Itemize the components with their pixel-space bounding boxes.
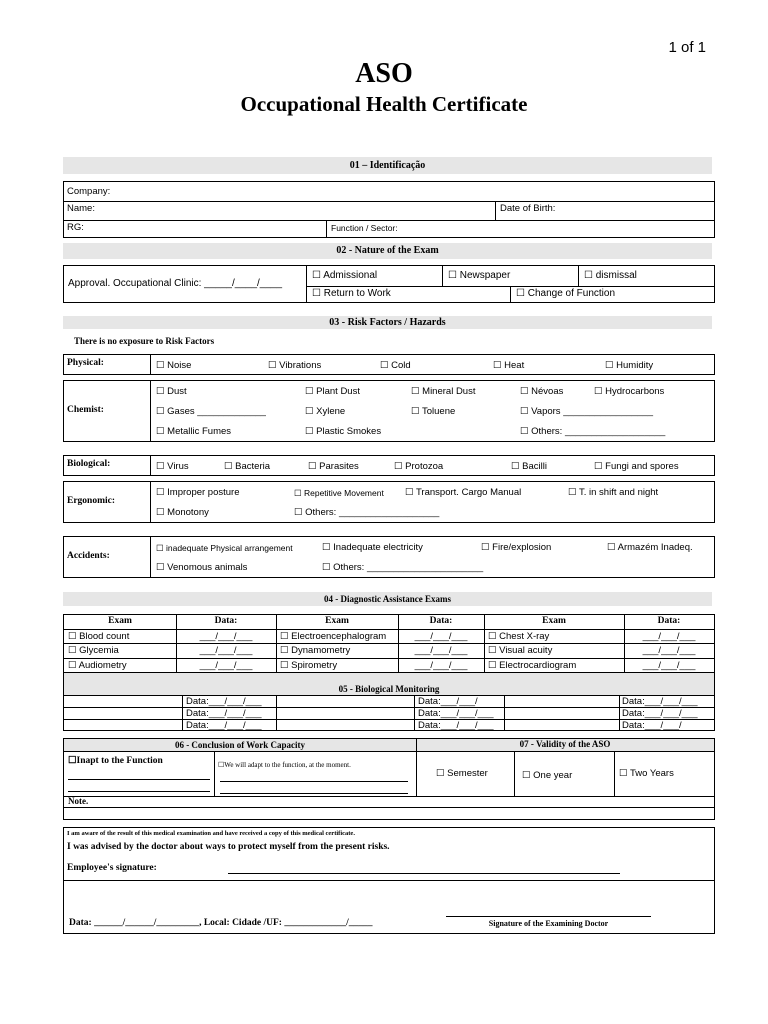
bio-date-field[interactable]: Data:___/___/ xyxy=(622,720,682,731)
exam-chest-xray-checkbox[interactable]: ☐ Chest X-ray xyxy=(488,631,550,642)
no-exposure-label: There is no exposure to Risk Factors xyxy=(74,336,215,346)
nevoas-checkbox[interactable]: ☐ Névoas xyxy=(520,386,564,397)
exams-header-date-2: Data: xyxy=(429,616,453,626)
employee-signature-line[interactable] xyxy=(228,873,620,874)
newspaper-checkbox[interactable]: ☐ Newspaper xyxy=(448,270,511,281)
change-of-function-checkbox[interactable]: ☐ Change of Function xyxy=(516,288,616,299)
section-01-header: 01 – Identificação xyxy=(63,157,712,174)
hydrocarbons-checkbox[interactable]: ☐ Hydrocarbons xyxy=(594,386,665,397)
toluene-checkbox[interactable]: ☐ Toluene xyxy=(411,406,456,417)
physical-arrangement-checkbox[interactable]: ☐ inadequate Physical arrangement xyxy=(156,543,293,553)
exam-date-field[interactable]: ___/___/___ xyxy=(642,631,696,642)
date-local-field[interactable]: Data: ______/______/_________, Local: Cidade /UF: _____________/_____ xyxy=(69,918,373,928)
exam-spirometry-checkbox[interactable]: ☐ Spirometry xyxy=(280,660,338,671)
section-02-header: 02 - Nature of the Exam xyxy=(63,243,712,259)
monotony-checkbox[interactable]: ☐ Monotony xyxy=(156,507,209,518)
document-subtitle: Occupational Health Certificate xyxy=(240,92,528,116)
exams-header-exam-2: Exam xyxy=(325,616,349,626)
conclusion-validity-box xyxy=(63,738,715,820)
exams-header-exam-3: Exam xyxy=(542,616,566,626)
bio-date-field[interactable]: Data:___/___/___ xyxy=(418,708,494,719)
exam-ecg-checkbox[interactable]: ☐ Electrocardiogram xyxy=(488,660,577,671)
ergonomic-row xyxy=(63,481,715,523)
exam-date-field[interactable]: ___/___/___ xyxy=(199,631,253,642)
section-04-header: 04 - Diagnostic Assistance Exams xyxy=(63,592,712,606)
cold-checkbox[interactable]: ☐ Cold xyxy=(380,360,411,371)
chemist-others-checkbox[interactable]: ☐ Others: ___________________ xyxy=(520,426,666,437)
transport-cargo-checkbox[interactable]: ☐ Transport. Cargo Manual xyxy=(405,487,522,498)
fire-explosion-checkbox[interactable]: ☐ Fire/explosion xyxy=(481,542,552,553)
declaration-box xyxy=(63,827,715,934)
bio-monitoring-table xyxy=(63,672,715,731)
bio-date-field[interactable]: Data:___/___/___ xyxy=(186,696,262,707)
exam-date-field[interactable]: ___/___/___ xyxy=(199,645,253,656)
page-counter: 1 of 1 xyxy=(668,39,706,56)
ergonomic-label: Ergonomic: xyxy=(67,496,116,506)
exam-visual-acuity-checkbox[interactable]: ☐ Visual acuity xyxy=(488,645,553,656)
fungi-checkbox[interactable]: ☐ Fungi and spores xyxy=(594,461,679,472)
dismissal-checkbox[interactable]: ☐ dismissal xyxy=(584,270,637,281)
section-05-header: 05 - Biological Monitoring xyxy=(338,684,440,694)
bio-date-field[interactable]: Data:___/___/___ xyxy=(186,720,262,731)
exam-date-field[interactable]: ___/___/___ xyxy=(642,645,696,656)
section-06-header: 06 - Conclusion of Work Capacity xyxy=(174,740,306,750)
vapors-checkbox[interactable]: ☐ Vapors _________________ xyxy=(520,406,654,417)
exam-audiometry-checkbox[interactable]: ☐ Audiometry xyxy=(68,660,127,671)
admissional-checkbox[interactable]: ☐ Admissional xyxy=(312,270,378,281)
chemist-label: Chemist: xyxy=(67,405,104,415)
exam-date-field[interactable]: ___/___/___ xyxy=(642,660,696,671)
venomous-animals-checkbox[interactable]: ☐ Venomous animals xyxy=(156,562,248,573)
aware-statement: I am aware of the result of this medical examination and have received a copy of this medical certificate. xyxy=(67,830,355,837)
employee-signature-label: Employee's signature: xyxy=(67,863,157,873)
approval-clinic-field[interactable]: Approval. Occupational Clinic: _____/____/____ xyxy=(68,278,283,289)
adapt-checkbox[interactable]: ☐We will adapt to the function, at the moment. xyxy=(218,761,351,769)
accidents-label: Accidents: xyxy=(67,551,110,561)
exam-date-field[interactable]: ___/___/___ xyxy=(414,645,468,656)
noise-checkbox[interactable]: ☐ Noise xyxy=(156,360,192,371)
name-field[interactable]: Name: xyxy=(67,203,95,214)
xylene-checkbox[interactable]: ☐ Xylene xyxy=(305,406,346,417)
exam-date-field[interactable]: ___/___/___ xyxy=(199,660,253,671)
exam-date-field[interactable]: ___/___/___ xyxy=(414,660,468,671)
exams-header-exam-1: Exam xyxy=(108,616,132,626)
two-years-checkbox[interactable]: ☐ Two Years xyxy=(619,768,674,779)
gases-checkbox[interactable]: ☐ Gases _____________ xyxy=(156,406,266,417)
biological-label: Biological: xyxy=(67,459,111,469)
bio-date-field[interactable]: Data:___/___/___ xyxy=(186,708,262,719)
vibrations-checkbox[interactable]: ☐ Vibrations xyxy=(268,360,322,371)
bacteria-checkbox[interactable]: ☐ Bacteria xyxy=(224,461,271,472)
bio-date-field[interactable]: Data:___/___/___ xyxy=(622,696,698,707)
exam-date-field[interactable]: ___/___/___ xyxy=(414,631,468,642)
doctor-signature-label: Signature of the Examining Doctor xyxy=(488,919,609,928)
shift-night-checkbox[interactable]: ☐ T. in shift and night xyxy=(568,487,659,498)
biological-row xyxy=(63,455,715,476)
nature-box xyxy=(63,265,715,303)
heat-checkbox[interactable]: ☐ Heat xyxy=(493,360,525,371)
accidents-others-checkbox[interactable]: ☐ Others: ______________________ xyxy=(322,562,484,573)
return-to-work-checkbox[interactable]: ☐ Return to Work xyxy=(312,288,391,299)
mineral-dust-checkbox[interactable]: ☐ Mineral Dust xyxy=(411,386,476,397)
semester-checkbox[interactable]: ☐ Semester xyxy=(436,768,488,779)
bio-date-field[interactable]: Data:___/___/___ xyxy=(622,708,698,719)
chemist-row xyxy=(63,380,715,442)
ergonomic-others-checkbox[interactable]: ☐ Others: ___________________ xyxy=(294,507,440,518)
section-07-header: 07 - Validity of the ASO xyxy=(519,739,611,749)
exams-header-date-1: Data: xyxy=(214,616,238,626)
dust-checkbox[interactable]: ☐ Dust xyxy=(156,386,187,397)
rg-field[interactable]: RG: xyxy=(67,222,84,233)
bio-date-field[interactable]: Data:___/___/___ xyxy=(418,720,494,731)
identification-box xyxy=(63,181,715,238)
improper-posture-checkbox[interactable]: ☐ Improper posture xyxy=(156,487,240,498)
inapt-checkbox[interactable]: ☐Inapt to the Function xyxy=(68,756,163,766)
exams-table xyxy=(63,614,715,673)
note-label: Note. xyxy=(68,796,89,806)
metallic-fumes-checkbox[interactable]: ☐ Metallic Fumes xyxy=(156,426,232,437)
doctor-signature-line[interactable] xyxy=(446,916,651,917)
exam-glycemia-checkbox[interactable]: ☐ Glycemia xyxy=(68,645,119,656)
parasites-checkbox[interactable]: ☐ Parasites xyxy=(308,461,359,472)
humidity-checkbox[interactable]: ☐ Humidity xyxy=(605,360,654,371)
inadequate-electricity-checkbox[interactable]: ☐ Inadequate electricity xyxy=(322,542,423,553)
exam-blood-count-checkbox[interactable]: ☐ Blood count xyxy=(68,631,130,642)
company-field[interactable]: Company: xyxy=(67,186,111,197)
repetitive-movement-checkbox[interactable]: ☐ Repetitive Movement xyxy=(294,488,384,498)
armazem-checkbox[interactable]: ☐ Armazém Inadeq. xyxy=(607,542,693,553)
exams-header-date-3: Data: xyxy=(657,616,681,626)
dob-field[interactable]: Date of Birth: xyxy=(500,203,556,214)
virus-checkbox[interactable]: ☐ Virus xyxy=(156,461,189,472)
advised-statement: I was advised by the doctor about ways to protect myself from the present risks. xyxy=(67,842,390,852)
plant-dust-checkbox[interactable]: ☐ Plant Dust xyxy=(305,386,360,397)
exam-eeg-checkbox[interactable]: ☐ Electroencephalogram xyxy=(280,631,387,642)
accidents-row xyxy=(63,536,715,578)
section-03-header: 03 - Risk Factors / Hazards xyxy=(63,316,712,329)
exam-dynamometry-checkbox[interactable]: ☐ Dynamometry xyxy=(280,645,351,656)
bio-date-field[interactable]: Data:___/___/ xyxy=(418,696,478,707)
document-title: ASO xyxy=(355,58,413,89)
plastic-smokes-checkbox[interactable]: ☐ Plastic Smokes xyxy=(305,426,382,437)
physical-label: Physical: xyxy=(67,358,104,368)
bacilli-checkbox[interactable]: ☐ Bacilli xyxy=(511,461,547,472)
one-year-checkbox[interactable]: ☐ One year xyxy=(522,770,573,781)
function-field[interactable]: Function / Sector: xyxy=(331,223,398,233)
physical-row xyxy=(63,354,715,375)
protozoa-checkbox[interactable]: ☐ Protozoa xyxy=(394,461,444,472)
